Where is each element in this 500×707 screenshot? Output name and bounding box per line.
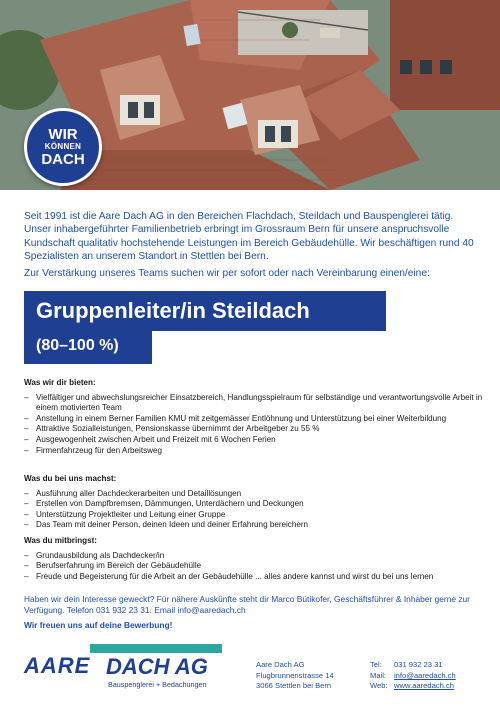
- list-item: – Erstellen von Dampfbremsen, Dämmungen, Unterdächern und Deckungen: [24, 499, 484, 510]
- slogan-badge: [24, 108, 102, 186]
- logo-accent-bar: [90, 644, 222, 653]
- tasks-heading: Was du bei uns machst:: [24, 474, 117, 483]
- list-item: – Ausgewogenheit zwischen Arbeit und Freizeit mit 6 Wochen Ferien: [24, 435, 484, 446]
- list-item: – Ausführung aller Dachdeckerarbeiten und Detaillösungen: [24, 489, 484, 500]
- job-workload: (80–100 %): [24, 331, 152, 364]
- hero-photo: [0, 0, 500, 190]
- list-item: – Firmenfahrzeug für den Arbeitsweg: [24, 446, 484, 457]
- company-intro: Seit 1991 ist die Aare Dach AG in den Bereichen Flachdach, Steildach und Bauspenglerei tätig. Unser inhabergeführter Familienbetrieb erbringt im Grossraum Bern für unsere anspruchsvolle Kundschaft qualitativ hochstehende Leistungen im Bereich Gebäudehülle. Wir beschäftigen rund 40 Spezialisten an unserem Standort in Stettlen bei Bern.: [24, 211, 474, 263]
- address-name: Aare Dach AG: [256, 660, 305, 669]
- logo-word-aare: AARE: [24, 653, 91, 678]
- tasks-section: [24, 474, 484, 531]
- company-logo: [24, 644, 222, 696]
- company-address: [256, 660, 334, 692]
- offer-heading: Was wir dir bieten:: [24, 378, 96, 387]
- profile-heading: Was du mitbringst:: [24, 536, 97, 545]
- profile-section: [24, 536, 484, 582]
- badge-line-2: KÖNNEN: [44, 142, 82, 151]
- web-link[interactable]: www.aaredach.ch: [394, 681, 454, 691]
- list-item: – Das Team mit deiner Person, deinen Ideen und deiner Erfahrung bereichern: [24, 520, 484, 531]
- tel-label: Tel:: [370, 660, 382, 669]
- list-item: – Berufserfahrung im Bereich der Gebäudehülle: [24, 561, 484, 572]
- badge-line-1: WIR: [48, 126, 78, 143]
- contact-details: [370, 660, 456, 692]
- contact-info-text: Haben wir dein Interesse geweckt? Für nähere Auskünfte steht dir Marco Bütikofer, Geschäftsführer & Inhaber gerne zur Verfügung. Telefon 031 932 23 31. Email info@aaredach.ch: [24, 594, 470, 615]
- list-item: – Unterstützung Projektleiter und Leitung einer Gruppe: [24, 510, 484, 521]
- badge-line-3: DACH: [41, 151, 85, 168]
- address-city: 3066 Stettlen bei Bern: [256, 681, 332, 691]
- logo-word-dach: DACH AG: [106, 654, 208, 679]
- web-label: Web:: [370, 681, 388, 691]
- offer-section: [24, 378, 484, 456]
- tel-value[interactable]: 031 932 23 31: [394, 660, 443, 669]
- profile-list: [24, 551, 484, 583]
- tasks-list: [24, 489, 484, 531]
- list-item: – Anstellung in einem Berner Familien KMU mit zeitgemässer Entlöhnung und Unterstützung bei einer Weiterbildung: [24, 414, 484, 425]
- list-item: – Vielfältiger und abwechslungsreicher Einsatzbereich, Handlungsspielraum für selbständige und verantwortungsvolle Arbeit in einem motivierten Team: [24, 393, 484, 414]
- job-lead-text: Zur Verstärkung unseres Teams suchen wir per sofort oder nach Vereinbarung einen/eine:: [24, 268, 430, 279]
- address-street: Flugbrunnenstrasse 14: [256, 670, 334, 680]
- logo-tagline: Bauspenglerei + Bedachungen: [108, 680, 207, 689]
- list-item: – Grundausbildung als Dachdecker/in: [24, 551, 484, 562]
- offer-list: [24, 393, 484, 457]
- mail-label: Mail:: [370, 670, 387, 680]
- contact-row-mail: [370, 671, 456, 682]
- contact-row-web: [370, 681, 456, 692]
- list-item: – Attraktive Sozialleistungen, Pensionskasse übernimmt der Arbeitgeber zu 55 %: [24, 424, 484, 435]
- contact-row-tel: [370, 660, 456, 671]
- apply-call-to-action: Wir freuen uns auf deine Bewerbung!: [24, 620, 173, 630]
- mail-link[interactable]: info@aaredach.ch: [394, 670, 456, 680]
- job-title: Gruppenleiter/in Steildach: [24, 291, 386, 331]
- list-item: – Freude und Begeisterung für die Arbeit an der Gebäudehülle ... alles andere kannst und wirst du bei uns lernen: [24, 572, 484, 583]
